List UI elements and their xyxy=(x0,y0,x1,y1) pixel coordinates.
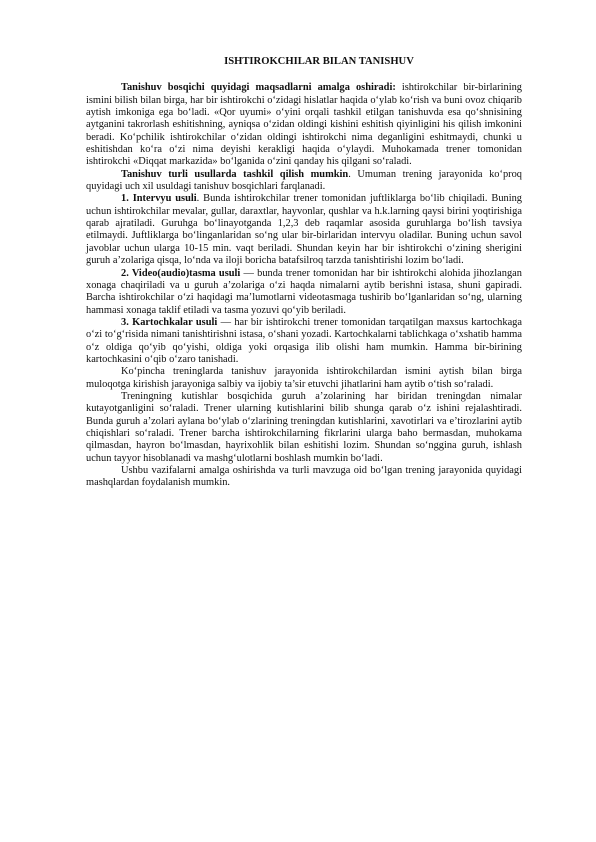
paragraph xyxy=(86,193,522,267)
paragraph-text: . Bunda ishtirokchilar trener tomonidan juftliklarga bo‘lib chiqiladi. Buning uchun ishtirokchilar mevalar, gullar, daraxtlar, hayvonlar, qushlar va h.k.larning qaysi birini yoqtirishiga qarab ajratiladi. Guruhga bo‘linayotganda 1,2,3 deb raqamlar asosida guruhlarga bo‘lish tavsiya etilmaydi. Juftliklarga bo‘linganlaridan so‘ng ular bir-birlaridan intervyu oladilar. Buning uchun savol javoblar uchun ularga 10-15 min. vaqt beriladi. Shundan keyin har bir ishtirokchi o‘zining sherigini guruh a’zolariga qisqa, lo‘nda va iloji boricha batafsilroq tarzda tanishtirishi lozim bo‘ladi. xyxy=(86,193,522,267)
document-page xyxy=(86,56,522,490)
page-title: ISHTIROKCHILAR BILAN TANISHUV xyxy=(224,56,414,67)
paragraph-text: — har bir ishtirokchi trener tomonidan tarqatilgan maxsus kartochkaga o‘zi to‘g‘risida nimani tanishtirishni istasa, o‘shani yozadi. Kartochkalarni tablichkaga o‘xshatib hamma o‘z oldiga qo‘yib qo‘yishi, oldiga yoki orqasiga ilib olishi ham mumkin. Hamma bir-birining kartochkasini o‘qib o‘zaro tanishadi. xyxy=(86,316,522,365)
paragraph-text: — bunda trener tomonidan har bir ishtirokchi alohida jihozlangan xonaga chaqiriladi va u guruh a’zolariga o‘zi haqda nimalarni aytib berishni istasa, shuni gapiradi. Barcha ishtirokchilar o‘zi haqidagi ma’lumotlarni videotasmaga tushirib bo‘lganlaridan so‘ng, ularning hammasi xonaga taklif etiladi va tasma yozuvi qo‘yib beriladi. xyxy=(86,267,522,316)
paragraph xyxy=(86,465,522,490)
paragraph-lead: 1. Intervyu usuli xyxy=(121,193,197,205)
paragraph-lead: 3. Kartochkalar usuli xyxy=(121,316,218,328)
paragraph xyxy=(86,317,522,366)
paragraph xyxy=(86,391,522,465)
paragraph-text: Ushbu vazifalarni amalga oshirishda va turli mavzuga oid bo‘lgan trening jarayonida quyidagi mashqlardan foydalanish mumkin. xyxy=(86,465,522,489)
paragraph xyxy=(86,169,522,194)
paragraph-text: Treningning kutishlar bosqichida guruh a’zolarining har biridan treningdan nimalar kutayotganligini so‘raladi. Trener ularning kutishlarini bilib shunga qarab o‘z ishini rejalashtiradi. Bunda guruh a’zolari aylana bo‘ylab o‘zlarining treningdan kutishlarini, xavotirlari va e’tirozlarini aytib chiqishlari so‘raladi. Trener barcha ishtirokchilarning fikrlarini ularga baho bermasdan, muhokama qilmasdan, hayron bo‘lmasdan, hayrixohlik bilan eshitishi lozim. Shundan so‘nggina guruh, ishlash uchun tayyor hisoblanadi va mashg‘ulotlarni boshlash mumkin bo‘ladi. xyxy=(86,390,522,464)
paragraph-text: ishtirokchilar bir-birlarining ismini bilish bilan birga, har bir ishtirokchi o‘zidagi hislatlar haqida o‘ylab ko‘rish va buni ovoz chiqarib aytish imkoniga ega bo‘ladi. «Qor uyumi» o‘yini orqali tashkil etilgan tanishuvda esa qo‘shnisining aytganini takrorlash eshitishning, ayniqsa o‘zidan oldingi kishini eshitish qiyinligini his qilish imkonini beradi. Ko‘pchilik ishtirokchilar o‘zidan oldingi ishtirokchi nima deganligini eshitmaydi, chunki u eshitishdan ko‘ra o‘zi nima deyishi kerakligi haqida o‘ylaydi. Muhokamada trener tomonidan ishtirokchi «Diqqat markazida» bo‘lganida o‘zini qanday his qilgani so‘raladi. xyxy=(86,82,522,168)
paragraph xyxy=(86,82,522,168)
paragraph xyxy=(86,268,522,317)
paragraph-text: . Umuman trening jarayonida ko‘proq quyidagi uch xil usuldagi tanishuv bosqichlari farqlanadi. xyxy=(86,168,522,193)
paragraph-lead: Tanishuv bosqichi quyidagi maqsadlarni amalga oshiradi: xyxy=(121,82,396,94)
paragraph xyxy=(86,366,522,391)
paragraph-lead: 2. Video(audio)tasma usuli xyxy=(121,267,241,279)
paragraph-text: Ko‘pincha treninglarda tanishuv jarayonida ishtirokchilardan ismini aytish bilan birga muloqotga kirishish jarayoniga salbiy va ijobiy ta’sir etuvchi jihatlarini ham aytib o‘tish so‘raladi. xyxy=(86,366,522,390)
paragraph-lead: Tanishuv turli usullarda tashkil qilish mumkin xyxy=(121,168,349,180)
